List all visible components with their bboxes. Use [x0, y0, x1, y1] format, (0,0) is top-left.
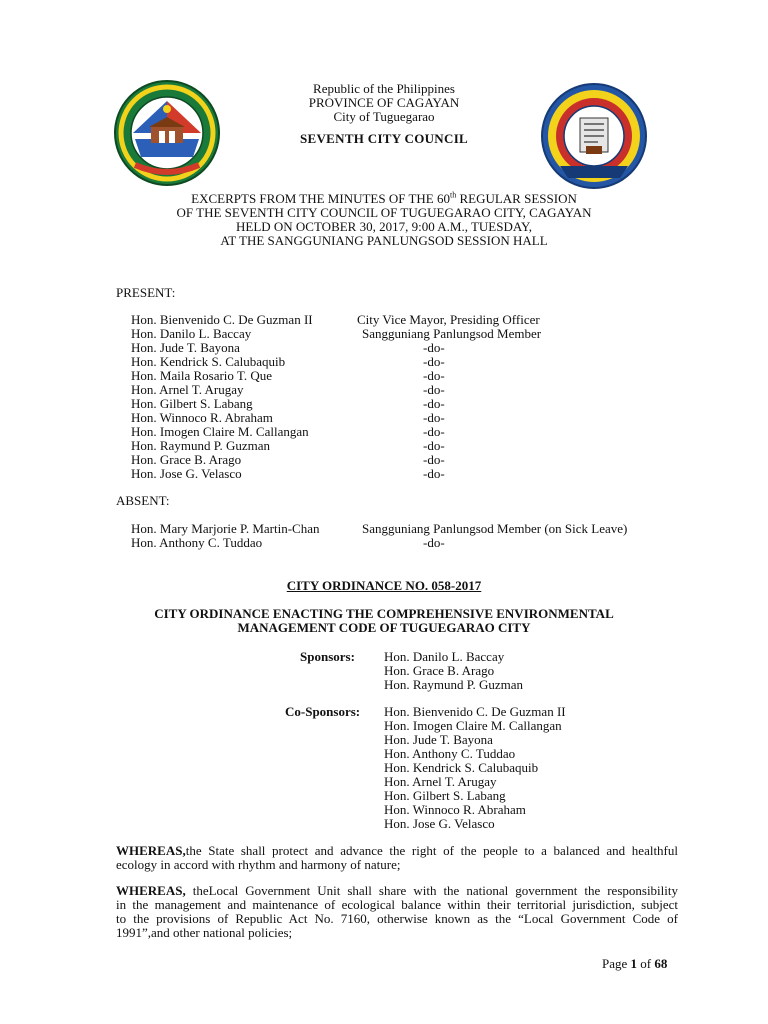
present-list: [0, 313, 768, 481]
sponsor-name: Hon. Winnoco R. Abraham: [384, 802, 526, 817]
title-line-1: [0, 192, 768, 206]
member-name: Hon. Winnoco R. Abraham: [131, 410, 273, 425]
whereas-2-lead: WHEREAS,: [116, 883, 186, 898]
page-word: Page: [602, 956, 628, 971]
sponsor-name: Hon. Imogen Claire M. Callangan: [384, 718, 562, 733]
ordinance-title: [0, 607, 768, 635]
page-number: [602, 957, 667, 971]
attendance-row: [0, 453, 768, 467]
whereas-1-text-1: the State shall protect and advance the right of the people to a balanced and healthful: [185, 843, 678, 858]
member-name: Hon. Kendrick S. Calubaquib: [131, 354, 286, 369]
whereas-clause-2: [116, 884, 678, 940]
title-line-1-pre: EXCERPTS FROM THE MINUTES OF THE 60: [191, 191, 450, 206]
country-line: Republic of the Philippines: [313, 81, 455, 96]
member-role: -do-: [423, 354, 445, 369]
attendance-row: [0, 522, 768, 536]
member-name: Hon. Raymund P. Guzman: [131, 438, 271, 453]
sponsor-name: Hon. Raymund P. Guzman: [384, 677, 524, 692]
title-line-1-post: REGULAR SESSION: [456, 191, 577, 206]
whereas-2-text-1: theLocal Government Unit shall share with the national government the responsibility: [185, 883, 678, 898]
member-name: Hon. Imogen Claire M. Callangan: [131, 424, 309, 439]
member-name: Hon. Maila Rosario T. Que: [131, 368, 273, 383]
council-name: SEVENTH CITY COUNCIL: [299, 131, 469, 146]
attendance-row: [0, 411, 768, 425]
member-role: City Vice Mayor, Presiding Officer: [357, 312, 540, 327]
page-current: 1: [630, 956, 638, 971]
sponsor-name: Hon. Jose G. Velasco: [384, 816, 495, 831]
sponsor-name: Hon. Anthony C. Tuddao: [384, 746, 516, 761]
ordinance-number: [0, 579, 768, 593]
member-name: Hon. Gilbert S. Labang: [131, 396, 253, 411]
member-name: Hon. Mary Marjorie P. Martin-Chan: [131, 521, 320, 536]
ordinance-title-line-1: CITY ORDINANCE ENACTING THE COMPREHENSIVE ENVIRONMENTAL: [154, 606, 614, 621]
attendance-row: [0, 383, 768, 397]
member-role: -do-: [423, 410, 445, 425]
member-name: Hon. Anthony C. Tuddao: [131, 535, 263, 550]
cosponsors-label: Co-Sponsors:: [285, 704, 361, 719]
attendance-row: [0, 439, 768, 453]
sponsor-name: Hon. Bienvenido C. De Guzman II: [384, 704, 566, 719]
title-line-2: OF THE SEVENTH CITY COUNCIL OF TUGUEGARAO CITY, CAGAYAN: [176, 205, 592, 220]
cosponsors-block: [0, 705, 768, 835]
attendance-row: [0, 313, 768, 327]
present-label: PRESENT:: [116, 285, 176, 300]
province-line: PROVINCE OF CAGAYAN: [308, 95, 460, 110]
member-name: Hon. Jude T. Bayona: [131, 340, 240, 355]
whereas-1-line-1: [116, 844, 678, 858]
member-role: -do-: [423, 368, 445, 383]
title-line-3: HELD ON OCTOBER 30, 2017, 9:00 A.M., TUESDAY,: [235, 219, 533, 234]
attendance-row: [0, 369, 768, 383]
sponsor-name: Hon. Jude T. Bayona: [384, 732, 493, 747]
ordinance-title-line-2: MANAGEMENT CODE OF TUGUEGARAO CITY: [237, 620, 531, 635]
member-role: -do-: [423, 340, 445, 355]
whereas-1-lead: WHEREAS,: [116, 843, 186, 858]
member-role: -do-: [423, 382, 445, 397]
member-role: -do-: [423, 424, 445, 439]
title-ordinal-suffix: th: [449, 190, 457, 200]
ordinance-number-text: CITY ORDINANCE NO. 058-2017: [286, 578, 482, 593]
member-name: Hon. Danilo L. Baccay: [131, 326, 252, 341]
attendance-row: [0, 355, 768, 369]
sponsor-name: Hon. Kendrick S. Calubaquib: [384, 760, 539, 775]
member-name: Hon. Arnel T. Arugay: [131, 382, 244, 397]
attendance-row: [0, 341, 768, 355]
member-role: -do-: [423, 452, 445, 467]
page-of-word: of: [640, 956, 652, 971]
document-header: [0, 82, 768, 146]
whereas-2-line-1: [116, 884, 678, 898]
member-name: Hon. Bienvenido C. De Guzman II: [131, 312, 313, 327]
sponsor-name: Hon. Danilo L. Baccay: [384, 649, 505, 664]
attendance-row: [0, 425, 768, 439]
city-line: City of Tuguegarao: [333, 109, 435, 124]
whereas-clause-1: [116, 844, 678, 872]
attendance-row: [0, 536, 768, 550]
whereas-2-line-2: in the management and maintenance of ecological balance within their territorial jurisdiction, subject: [116, 897, 678, 912]
whereas-1-line-2: ecology in accord with rhythm and harmony of nature;: [116, 857, 401, 872]
member-role: Sangguniang Panlungsod Member: [362, 326, 542, 341]
member-name: Hon. Grace B. Arago: [131, 452, 242, 467]
whereas-2-line-3: to the provisions of Republic Act No. 7160, otherwise known as the “Local Government Code of: [116, 911, 678, 926]
page-total: 68: [654, 956, 668, 971]
member-role: -do-: [423, 438, 445, 453]
member-role: -do-: [423, 466, 445, 481]
attendance-row: [0, 397, 768, 411]
absent-label: ABSENT:: [116, 493, 170, 508]
member-name: Hon. Jose G. Velasco: [131, 466, 242, 481]
whereas-2-line-4: 1991”,and other national policies;: [116, 925, 293, 940]
sponsors-label: Sponsors:: [300, 649, 355, 664]
attendance-row: [0, 467, 768, 481]
member-role: -do-: [423, 396, 445, 411]
title-line-4: AT THE SANGGUNIANG PANLUNGSOD SESSION HALL: [220, 233, 548, 248]
sponsor-name: Hon. Grace B. Arago: [384, 663, 495, 678]
absent-list: [0, 522, 768, 550]
sponsors-block: [0, 650, 768, 700]
sponsor-name: Hon. Arnel T. Arugay: [384, 774, 497, 789]
sponsor-name: Hon. Gilbert S. Labang: [384, 788, 506, 803]
member-role: -do-: [423, 535, 445, 550]
member-role: Sangguniang Panlungsod Member (on Sick Leave): [362, 521, 628, 536]
minutes-title: [0, 192, 768, 248]
attendance-row: [0, 327, 768, 341]
